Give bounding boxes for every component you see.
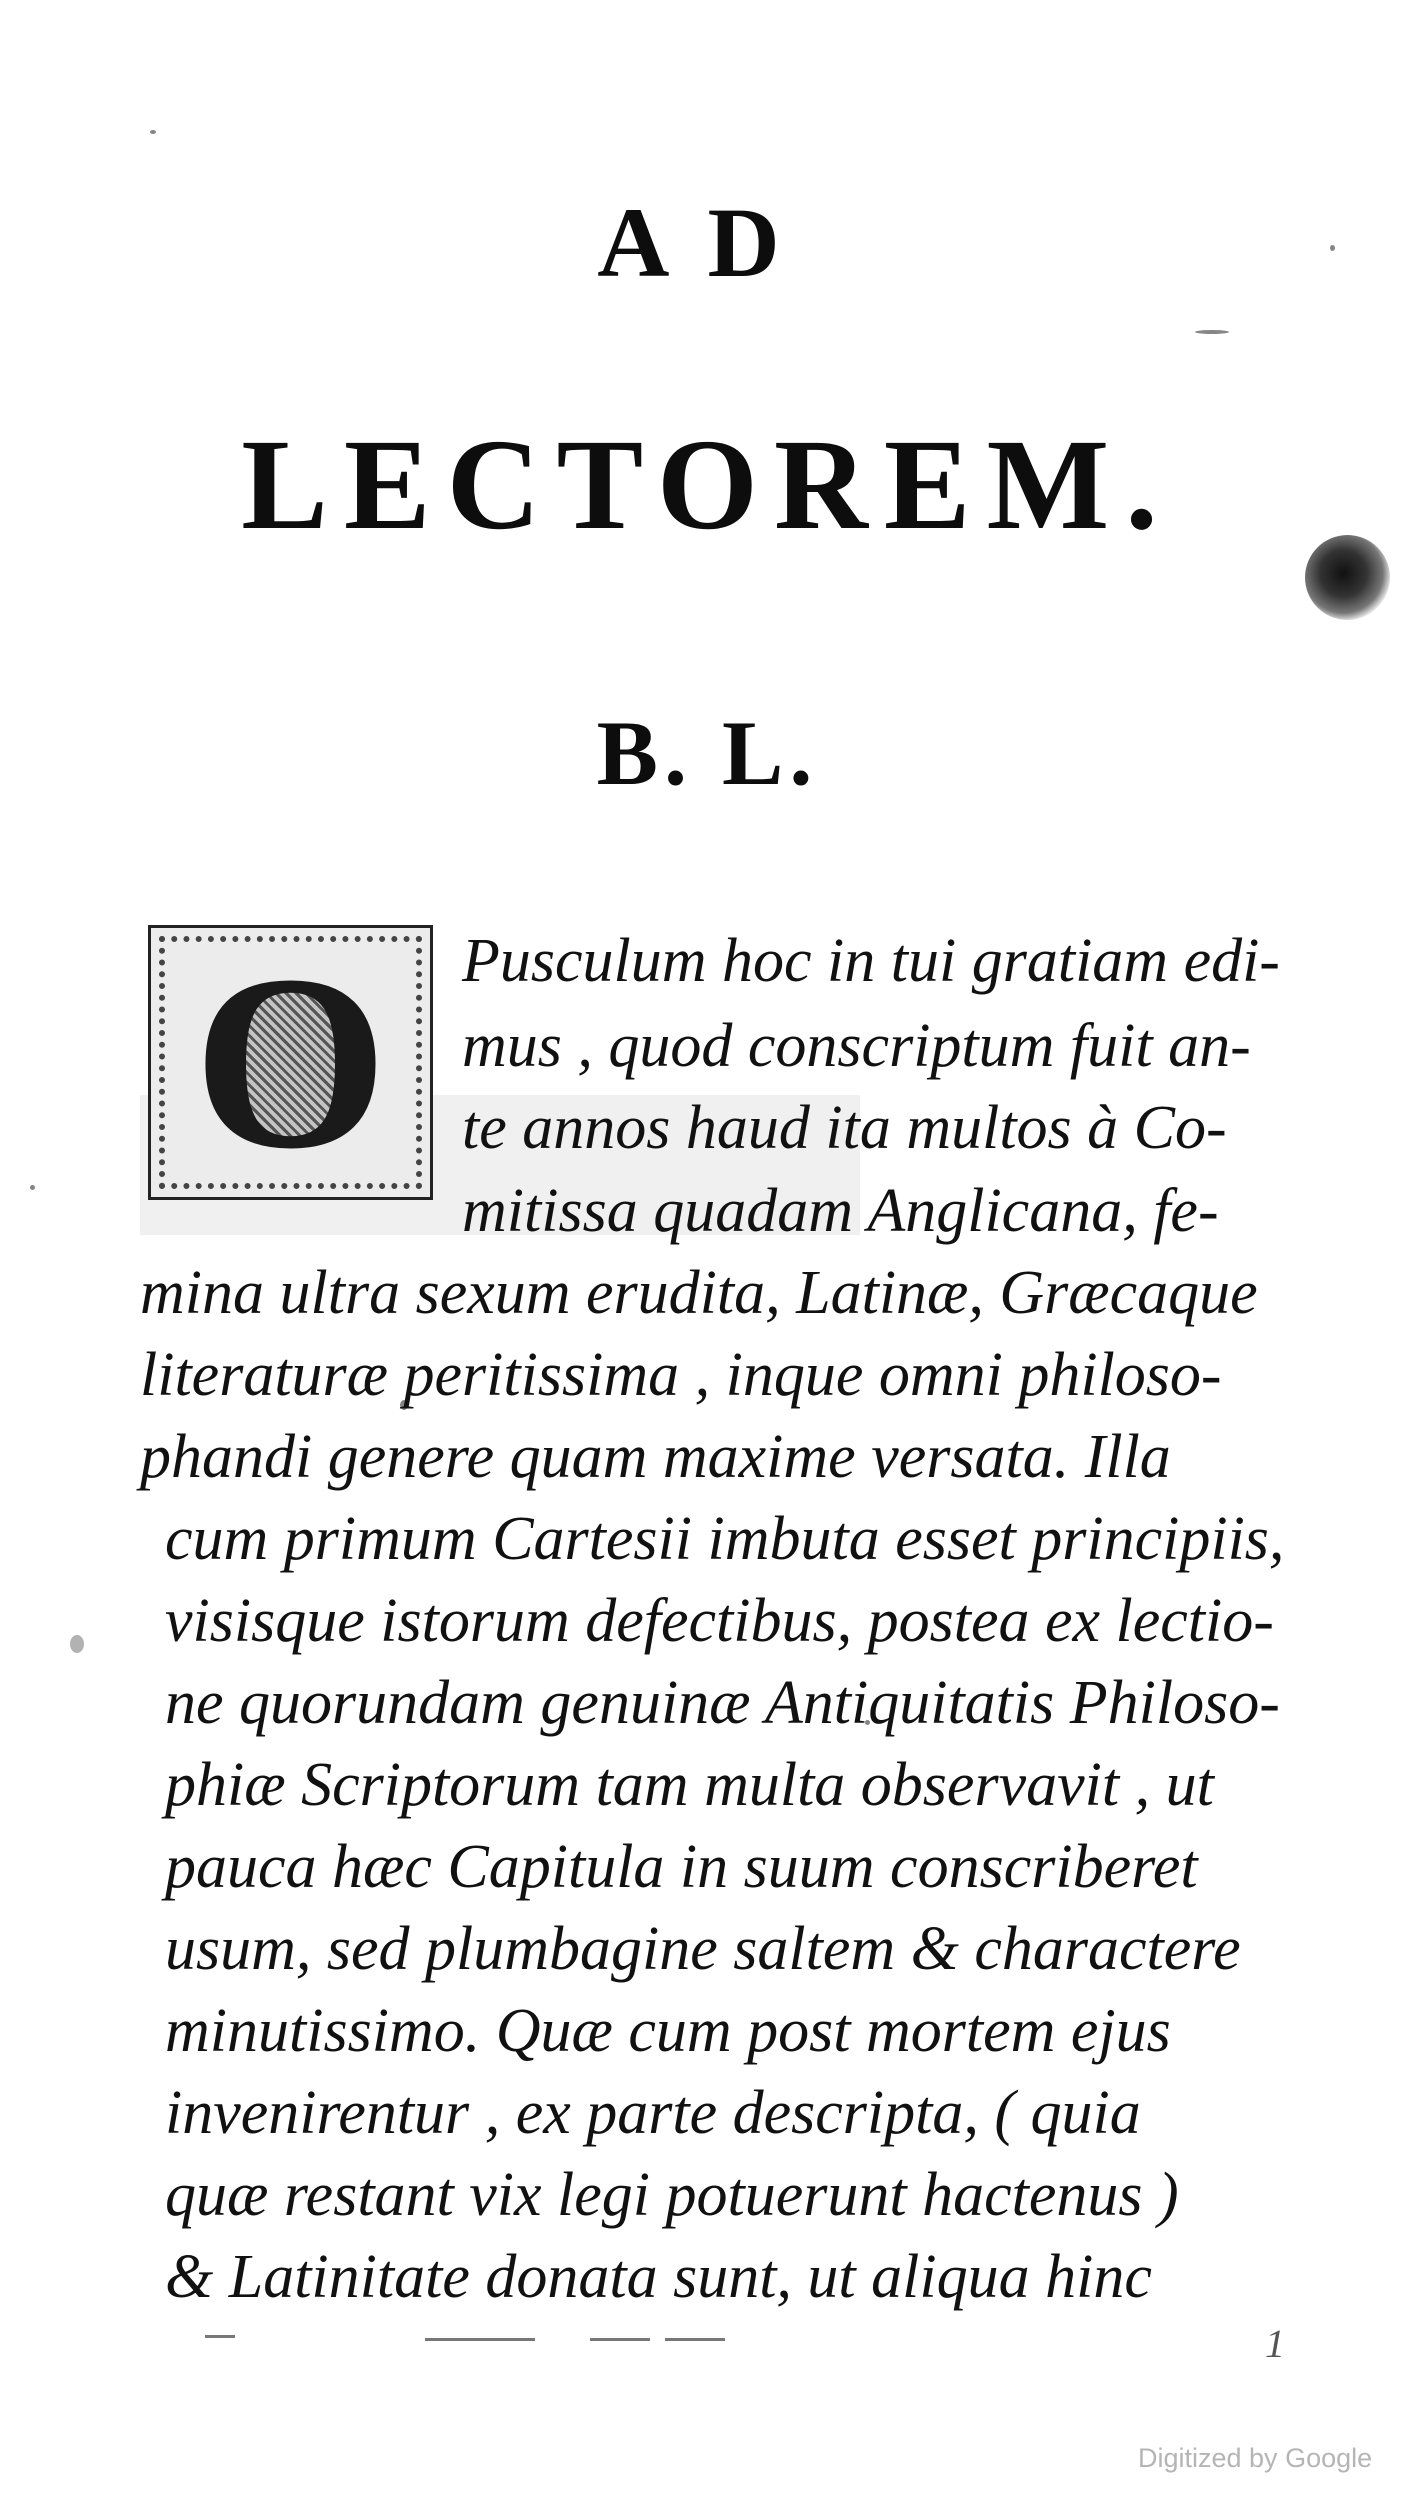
text-line: mina ultra sexum erudita, Latinæ, Græcaque [140,1259,1258,1327]
text-line: mus , quod conscriptum fuit an- [462,1012,1251,1080]
text-line: phandi genere quam maxime versata. Illa [140,1423,1171,1491]
text-line: literaturæ peritissima , inque omni philoso- [140,1341,1222,1409]
text-line: te annos haud ita multos à Co- [462,1094,1227,1162]
bottom-rule [205,2335,235,2338]
bottom-rule [665,2338,725,2341]
heading-bl: B. L. [596,702,819,804]
heading-ad: AD [597,187,818,298]
text-line: quæ restant vix legi potuerunt hactenus ) [165,2161,1179,2229]
text-line: ne quorundam genuinæ Antiquitatis Philoso- [165,1669,1280,1737]
text-line: minutissimo. Quæ cum post mortem ejus [165,1997,1171,2065]
drop-cap-letter: O [193,923,388,1201]
text-line: usum, sed plumbagine saltem & charactere [165,1915,1241,1983]
text-line: Pusculum hoc in tui gratiam edi- [462,927,1280,995]
decorated-initial [148,925,433,1200]
text-line: cum primum Cartesii imbuta esset principiis, [165,1505,1285,1573]
bottom-rule [425,2338,535,2341]
text-line: & Latinitate donata sunt, ut aliqua hinc [165,2243,1152,2311]
bottom-rule [590,2338,650,2341]
text-line: phiæ Scriptorum tam multa observavit , ut [165,1751,1214,1819]
heading-lectorem: LECTOREM. [241,413,1174,557]
text-line: invenirentur , ex parte descripta, ( quia [165,2079,1141,2147]
ink-speck [1195,330,1229,334]
ink-speck [70,1635,84,1653]
digitized-watermark: Digitized by Google [1138,2443,1373,2473]
ink-speck [150,130,156,134]
text-line: visisque istorum defectibus, postea ex lectio- [165,1587,1274,1655]
ink-speck [30,1185,35,1190]
page-number: 1 [1265,2321,1285,2366]
text-line: pauca hæc Capitula in suum conscriberet [165,1833,1198,1901]
text-line: mitissa quadam Anglicana, fe- [462,1177,1219,1245]
